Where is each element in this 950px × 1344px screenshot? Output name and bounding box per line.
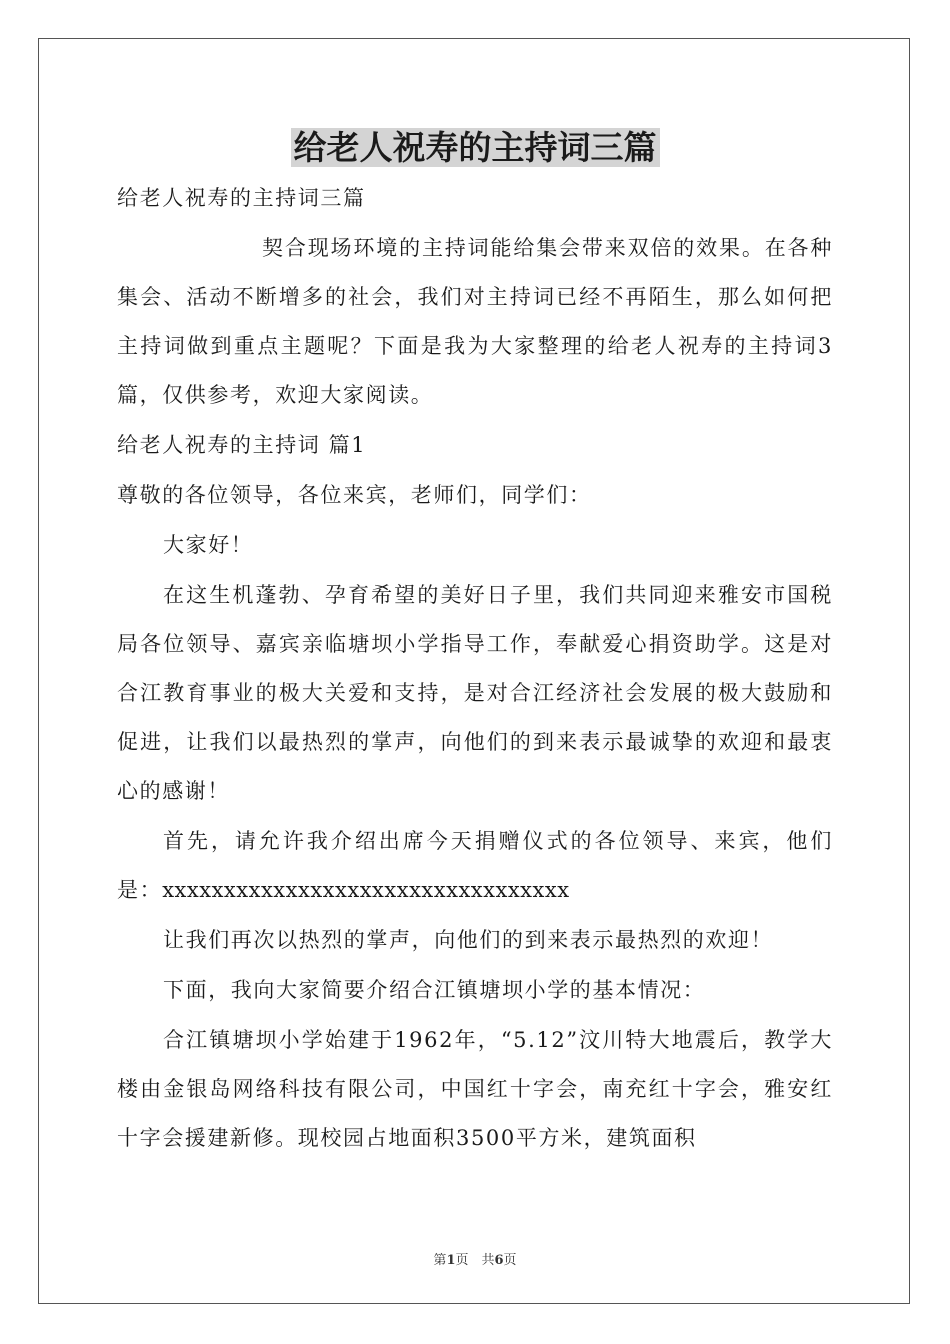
welcome-paragraph: 在这生机蓬勃、孕育希望的美好日子里，我们共同迎来雅安市国税局各位领导、嘉宾亲临塘坝小学指导工作，奉献爱心捐资助学。这是对合江教育事业的极大关爱和支持，是对合江经济社会发展的极大鼓励和促进，让我们以最热烈的掌声，向他们的到来表示最诚挚的欢迎和最衷心的感谢！ [117,583,833,803]
greeting-paragraph: 大家好！ [163,533,254,557]
applause-paragraph: 让我们再次以热烈的掌声，向他们的到来表示最热烈的欢迎！ [163,928,774,952]
placeholder-text: xxxxxxxxxxxxxxxxxxxxxxxxxxxxxxxxx [162,878,570,902]
footer-suffix: 页 [503,1253,517,1268]
salutation: 尊敬的各位领导，各位来宾，老师们，同学们： [117,483,592,507]
footer-prefix: 第 [433,1253,447,1268]
page-footer [0,1249,950,1268]
intro-paragraph: 契合现场环境的主持词能给集会带来双倍的效果。在各种集会、活动不断增多的社会，我们对主持词已经不再陌生，那么如何把主持词做到重点主题呢？下面是我为大家整理的给老人祝寿的主持词3篇，仅供参考，欢迎大家阅读。 [117,236,833,407]
introduction-text: 首先，请允许我介绍出席今天捐赠仪式的各位领导、来宾，他们是： [117,829,833,902]
total-page-number: 6 [494,1253,504,1268]
current-page-number: 1 [446,1253,456,1268]
footer-middle: 页 共 [455,1253,495,1268]
section-heading: 给老人祝寿的主持词 篇1 [117,433,367,457]
subtitle-line: 给老人祝寿的主持词三篇 [117,186,366,210]
document-body [117,174,833,1163]
document-title: 给老人祝寿的主持词三篇 [0,122,950,174]
school-history-paragraph: 合江镇塘坝小学始建于1962年，“5.12”汶川特大地震后，教学大楼由金银岛网络科技有限公司，中国红十字会，南充红十字会，雅安红十字会援建新修。现校园占地面积3500平方米，建筑面积 [117,1028,833,1150]
school-intro-paragraph: 下面，我向大家简要介绍合江镇塘坝小学的基本情况： [163,978,706,1002]
introduction-paragraph [117,817,833,915]
